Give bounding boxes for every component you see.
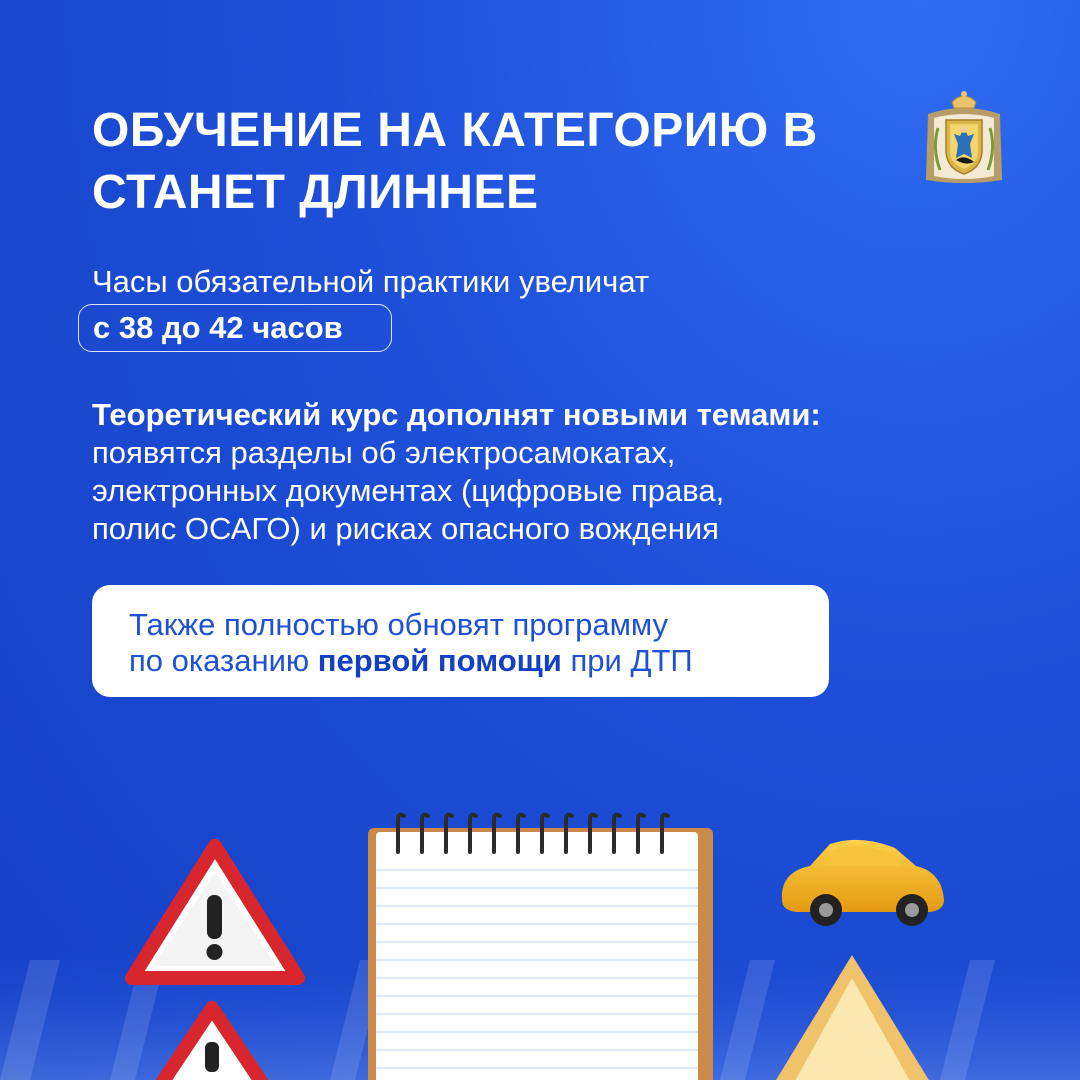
- title-line-1: ОБУЧЕНИЕ НА КАТЕГОРИЮ В: [92, 104, 818, 157]
- callout-emphasis: первой помощи: [317, 643, 562, 678]
- title-line-2: СТАНЕТ ДЛИННЕЕ: [92, 166, 539, 220]
- callout-suffix: при ДТП: [561, 643, 693, 678]
- callout-line-2: [129, 643, 829, 679]
- callout-prefix: по оказанию: [129, 643, 318, 678]
- theory-lead: Теоретический курс дополнят новыми темами:: [92, 397, 821, 432]
- notepad-icon: [368, 815, 713, 1080]
- warning-sign-icon: [132, 846, 298, 978]
- theory-line-1: появятся разделы об электросамокатах,: [92, 435, 676, 470]
- page-title: [92, 100, 892, 225]
- theory-block: [92, 396, 972, 548]
- illustration: [0, 760, 1080, 1080]
- practice-text: Часы обязательной практики увеличат: [92, 264, 650, 299]
- theory-line-3: полис ОСАГО) и рисках опасного вождения: [92, 511, 719, 546]
- practice-hours-badge: с 38 до 42 часов: [78, 304, 392, 352]
- callout-line-1: Также полностью обновят программу: [129, 607, 669, 642]
- first-aid-callout: [92, 585, 829, 697]
- coat-of-arms-icon: [918, 88, 1010, 188]
- toy-car-icon: [782, 840, 944, 926]
- theory-line-2: электронных документах (цифровые права,: [92, 473, 725, 508]
